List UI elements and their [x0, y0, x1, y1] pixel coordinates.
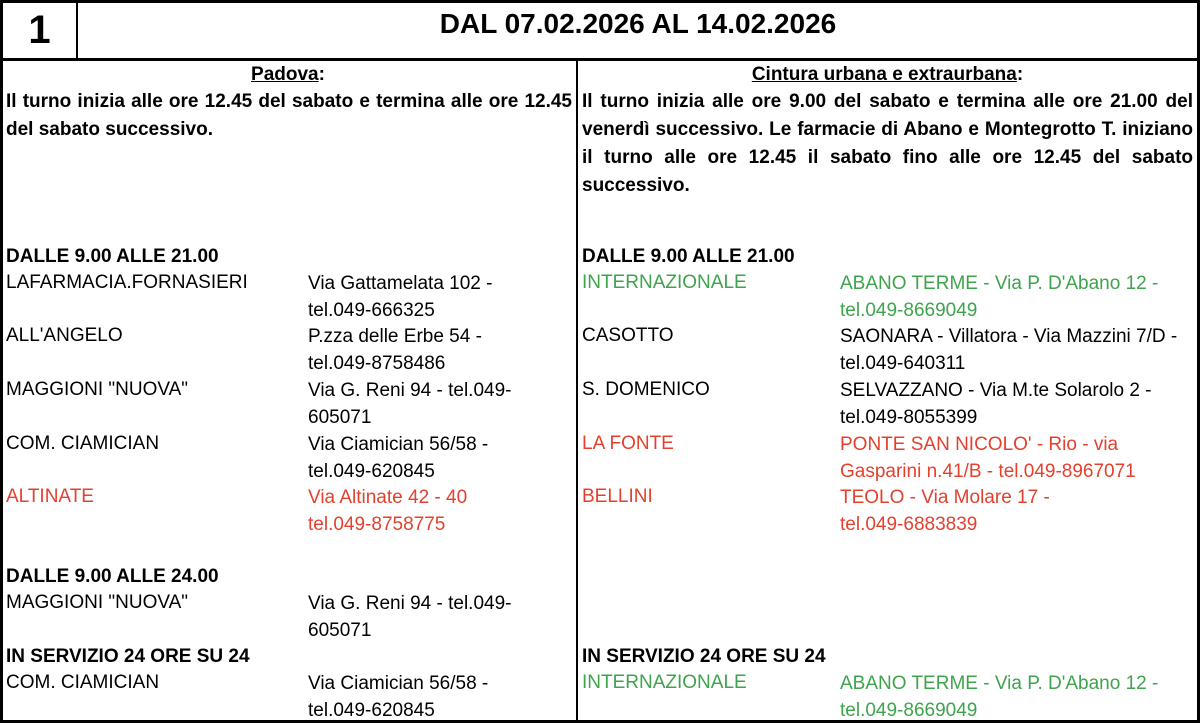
left-row-address: Via G. Reni 94 - tel.049-605071: [308, 380, 512, 428]
border-top: [0, 0, 1200, 3]
right-section-9-21: DALLE 9.00 ALLE 21.00: [582, 246, 795, 267]
week-number: 1: [28, 8, 51, 52]
right-row-address: SAONARA - Villatora - Via Mazzini 7/D - tel.049-640311: [840, 326, 1178, 374]
right-row-name: S. DOMENICO: [582, 379, 710, 400]
left-row-address: P.zza delle Erbe 54 - tel.049-8758486: [308, 326, 482, 374]
left-row-name: ALTINATE: [6, 486, 94, 507]
right-row-address: SELVAZZANO - Via M.te Solarolo 2 - tel.049-8055399: [840, 380, 1152, 428]
right-row-name: BELLINI: [582, 486, 653, 507]
right-row-name: INTERNAZIONALE: [582, 272, 747, 293]
border-left: [0, 0, 3, 723]
right-title: [578, 62, 1197, 88]
left-row-name: ALL'ANGELO: [6, 325, 123, 346]
right-row-address: ABANO TERME - Via P. D'Abano 12 - tel.049-8669049: [840, 673, 1159, 721]
right-title-colon: :: [1016, 64, 1024, 85]
left-title-label: Padova: [251, 64, 319, 85]
left-row-address: Via Ciamician 56/58 - tel.049-620845: [308, 673, 489, 721]
left-row-name: COM. CIAMICIAN: [6, 433, 160, 454]
left-section-9-21: DALLE 9.00 ALLE 21.00: [6, 246, 219, 267]
left-row-address: Via Gattamelata 102 - tel.049-666325: [308, 273, 493, 321]
right-row-name: INTERNAZIONALE: [582, 672, 747, 693]
header-divider: [0, 58, 1200, 61]
left-row-name: MAGGIONI "NUOVA": [6, 379, 189, 400]
right-row-address: PONTE SAN NICOLO' - Rio - via Gasparini n.41/B - tel.049-8967071: [840, 434, 1136, 482]
left-turno-text: Il turno inizia alle ore 12.45 del sabato e termina alle ore 12.45 del sabato successivo.: [6, 91, 572, 140]
left-row-address: Via G. Reni 94 - tel.049-605071: [308, 593, 512, 641]
right-row-address: ABANO TERME - Via P. D'Abano 12 - tel.049-8669049: [840, 273, 1159, 321]
right-row-name: CASOTTO: [582, 325, 674, 346]
left-section-24h: IN SERVIZIO 24 ORE SU 24: [6, 646, 250, 667]
right-row-address: TEOLO - Via Molare 17 - tel.049-6883839: [840, 487, 1050, 535]
right-title-label: Cintura urbana e extraurbana: [751, 64, 1017, 85]
left-row-address: Via Ciamician 56/58 - tel.049-620845: [308, 434, 489, 482]
left-section-9-24: DALLE 9.00 ALLE 24.00: [6, 566, 219, 587]
left-title-colon: :: [318, 64, 325, 85]
left-row-name: LAFARMACIA.FORNASIERI: [6, 272, 248, 293]
left-row-name: MAGGIONI "NUOVA": [6, 592, 189, 613]
right-row-name: LA FONTE: [582, 433, 674, 454]
left-row-name: COM. CIAMICIAN: [6, 672, 160, 693]
left-title: [0, 62, 576, 88]
right-turno-text: Il turno inizia alle ore 9.00 del sabato e termina alle ore 21.00 del venerdì successivo. Le farmacie di Abano e Montegrotto T. iniziano il turno alle ore 12.45 il sabato fino alle ore 12.45 del sabato successivo.: [582, 91, 1193, 196]
date-range-title: DAL 07.02.2026 AL 14.02.2026: [439, 8, 837, 39]
left-row-address: Via Altinate 42 - 40 tel.049-8758775: [308, 487, 468, 535]
right-section-24h: IN SERVIZIO 24 ORE SU 24: [582, 646, 826, 667]
column-divider: [576, 60, 578, 722]
